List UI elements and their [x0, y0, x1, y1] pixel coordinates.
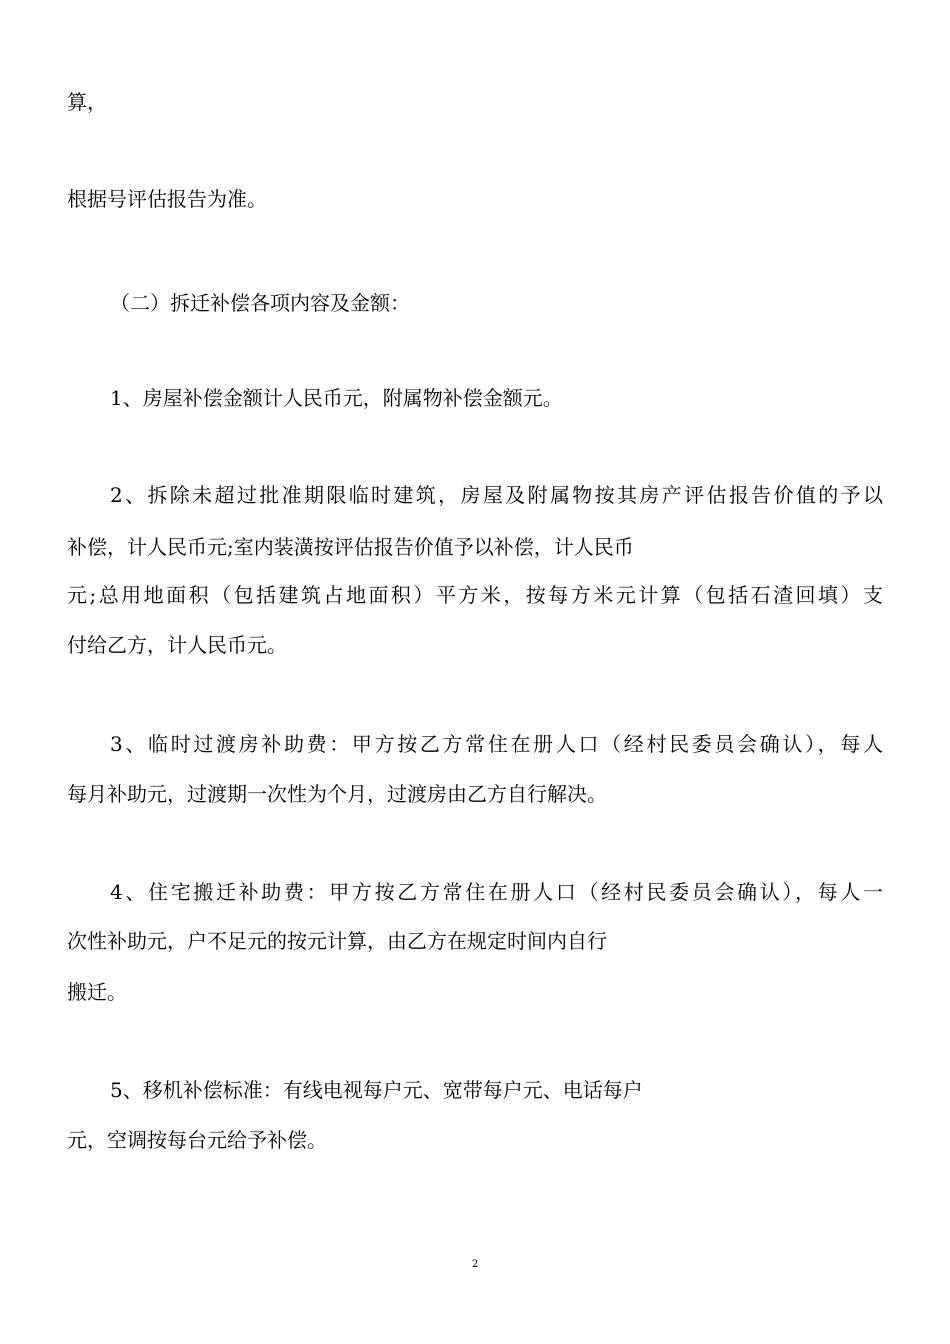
page-number: 2 [471, 1259, 479, 1270]
paragraph-line: 搬迁。 [67, 980, 127, 1004]
text-line: 根据号评估报告为准。 [67, 187, 267, 211]
section-heading: （二）拆迁补偿各项内容及金额： [110, 291, 410, 315]
paragraph-line: 2、拆除未超过批准期限临时建筑，房屋及附属物按其房产评估报告价值的予以 [110, 483, 883, 507]
paragraph-line: 次性补助元，户不足元的按元计算，由乙方在规定时间内自行 [67, 929, 607, 953]
paragraph-line: 每月补助元，过渡期一次性为个月，过渡房由乙方自行解决。 [67, 782, 607, 806]
text-line: 算， [67, 90, 107, 114]
paragraph-line: 元;总用地面积（包括建筑占地面积）平方米，按每方米元计算（包括石渣回填）支 [67, 583, 883, 607]
paragraph-line: 元，空调按每台元给予补偿。 [67, 1128, 327, 1152]
paragraph-line: 1、房屋补偿金额计人民币元，附属物补偿金额元。 [110, 386, 563, 410]
paragraph-line: 4、住宅搬迁补助费：甲方按乙方常住在册人口（经村民委员会确认），每人一 [110, 880, 883, 904]
paragraph-line: 付给乙方，计人民币元。 [67, 633, 287, 657]
paragraph-line: 5、移机补偿标准：有线电视每户元、宽带每户元、电话每户 [110, 1078, 643, 1102]
paragraph-line: 3、临时过渡房补助费：甲方按乙方常住在册人口（经村民委员会确认），每人 [110, 732, 883, 756]
paragraph-line: 补偿，计人民币元;室内装潢按评估报告价值予以补偿，计人民币 [67, 535, 634, 559]
